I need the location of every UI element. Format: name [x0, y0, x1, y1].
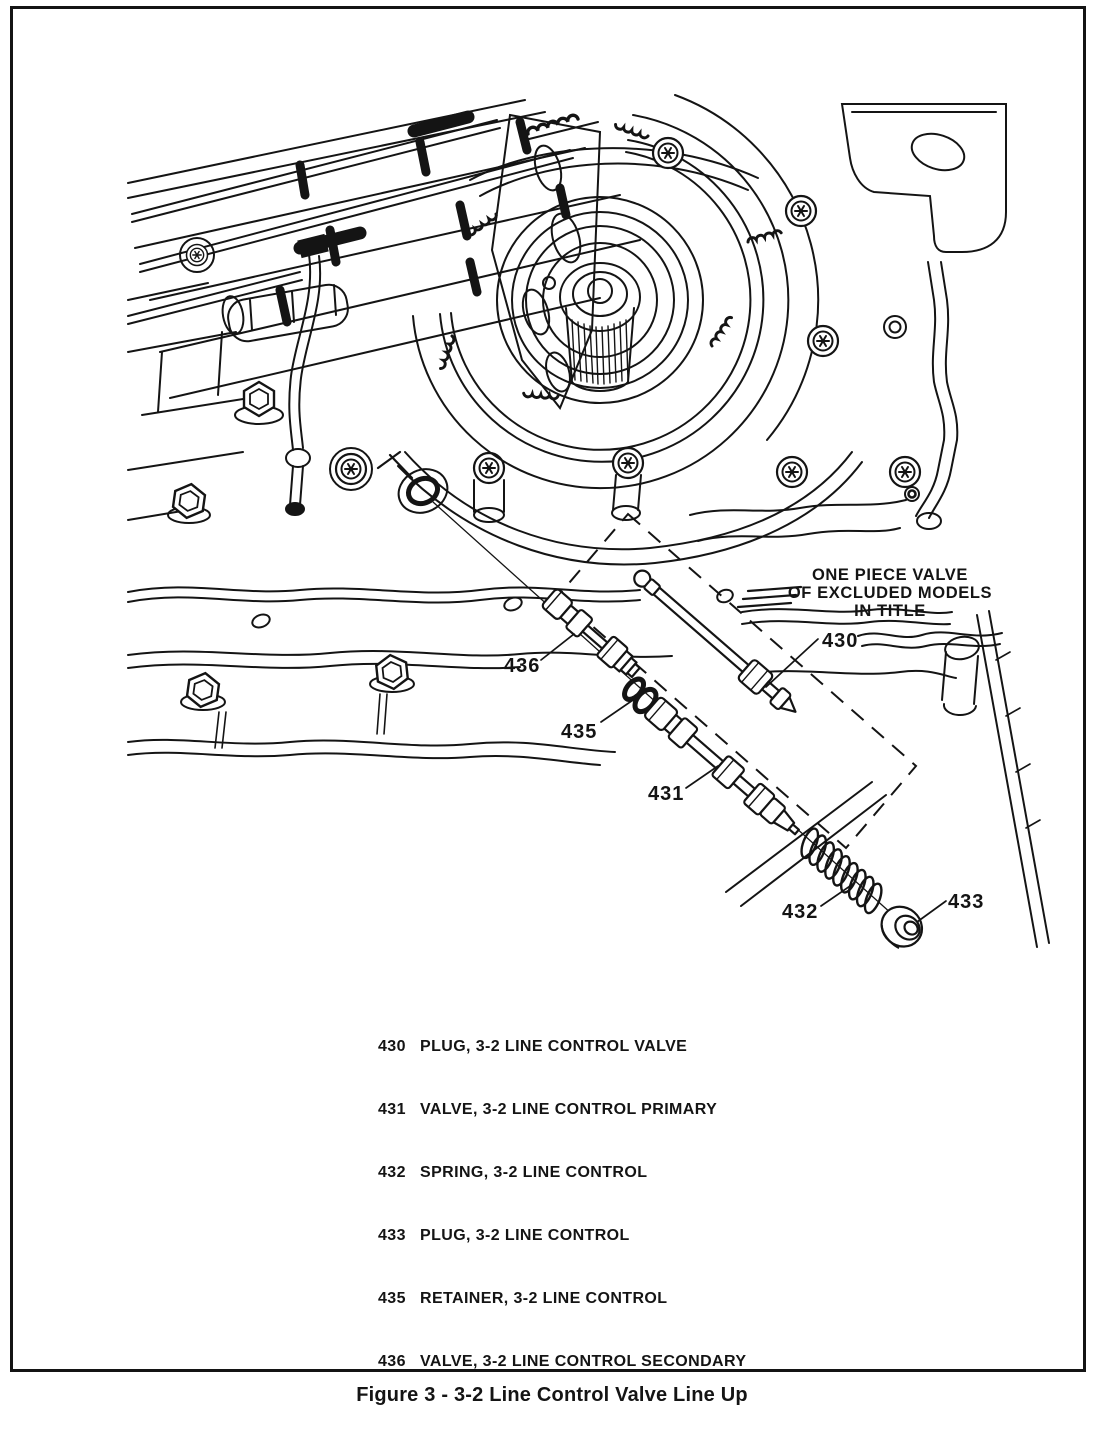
- transaxle-case-art: [128, 95, 1049, 947]
- one-piece-valve-annotation: [788, 566, 992, 620]
- parts-list-row: [378, 1036, 746, 1057]
- part-431-primary-valve: [643, 696, 805, 842]
- callout-436: 436: [504, 655, 541, 677]
- part-number: 432: [378, 1164, 406, 1181]
- parts-list-row: [378, 1162, 746, 1183]
- parts-list-row: [378, 1288, 746, 1309]
- figure-caption: Figure 3 - 3-2 Line Control Valve Line Up: [356, 1384, 748, 1406]
- part-name: SPRING, 3-2 LINE CONTROL: [420, 1164, 648, 1181]
- part-name: PLUG, 3-2 LINE CONTROL: [420, 1227, 630, 1244]
- part-number: 435: [378, 1290, 406, 1307]
- part-number: 430: [378, 1038, 406, 1055]
- part-name: RETAINER, 3-2 LINE CONTROL: [420, 1290, 668, 1307]
- callout-432: 432: [782, 901, 819, 923]
- parts-list: [378, 994, 746, 1414]
- part-name: PLUG, 3-2 LINE CONTROL VALVE: [420, 1038, 688, 1055]
- parts-list-row: [378, 1225, 746, 1246]
- parts-list-row: [378, 1351, 746, 1372]
- parts-list-row: [378, 1099, 746, 1120]
- leader-lines: [541, 587, 1002, 922]
- callout-435: 435: [561, 721, 598, 743]
- annotation-line-2: OF EXCLUDED MODELS: [787, 584, 993, 602]
- part-name: VALVE, 3-2 LINE CONTROL SECONDARY: [420, 1353, 747, 1370]
- annotation-line-3: IN TITLE: [854, 602, 926, 620]
- part-number: 436: [378, 1353, 406, 1370]
- part-number: 431: [378, 1101, 406, 1118]
- annotation-line-1: ONE PIECE VALVE: [811, 566, 969, 584]
- callout-433: 433: [948, 891, 985, 913]
- callout-430: 430: [822, 630, 859, 652]
- callout-431: 431: [648, 783, 685, 805]
- part-name: VALVE, 3-2 LINE CONTROL PRIMARY: [420, 1101, 718, 1118]
- part-433-plug: [873, 899, 930, 955]
- part-number: 433: [378, 1227, 406, 1244]
